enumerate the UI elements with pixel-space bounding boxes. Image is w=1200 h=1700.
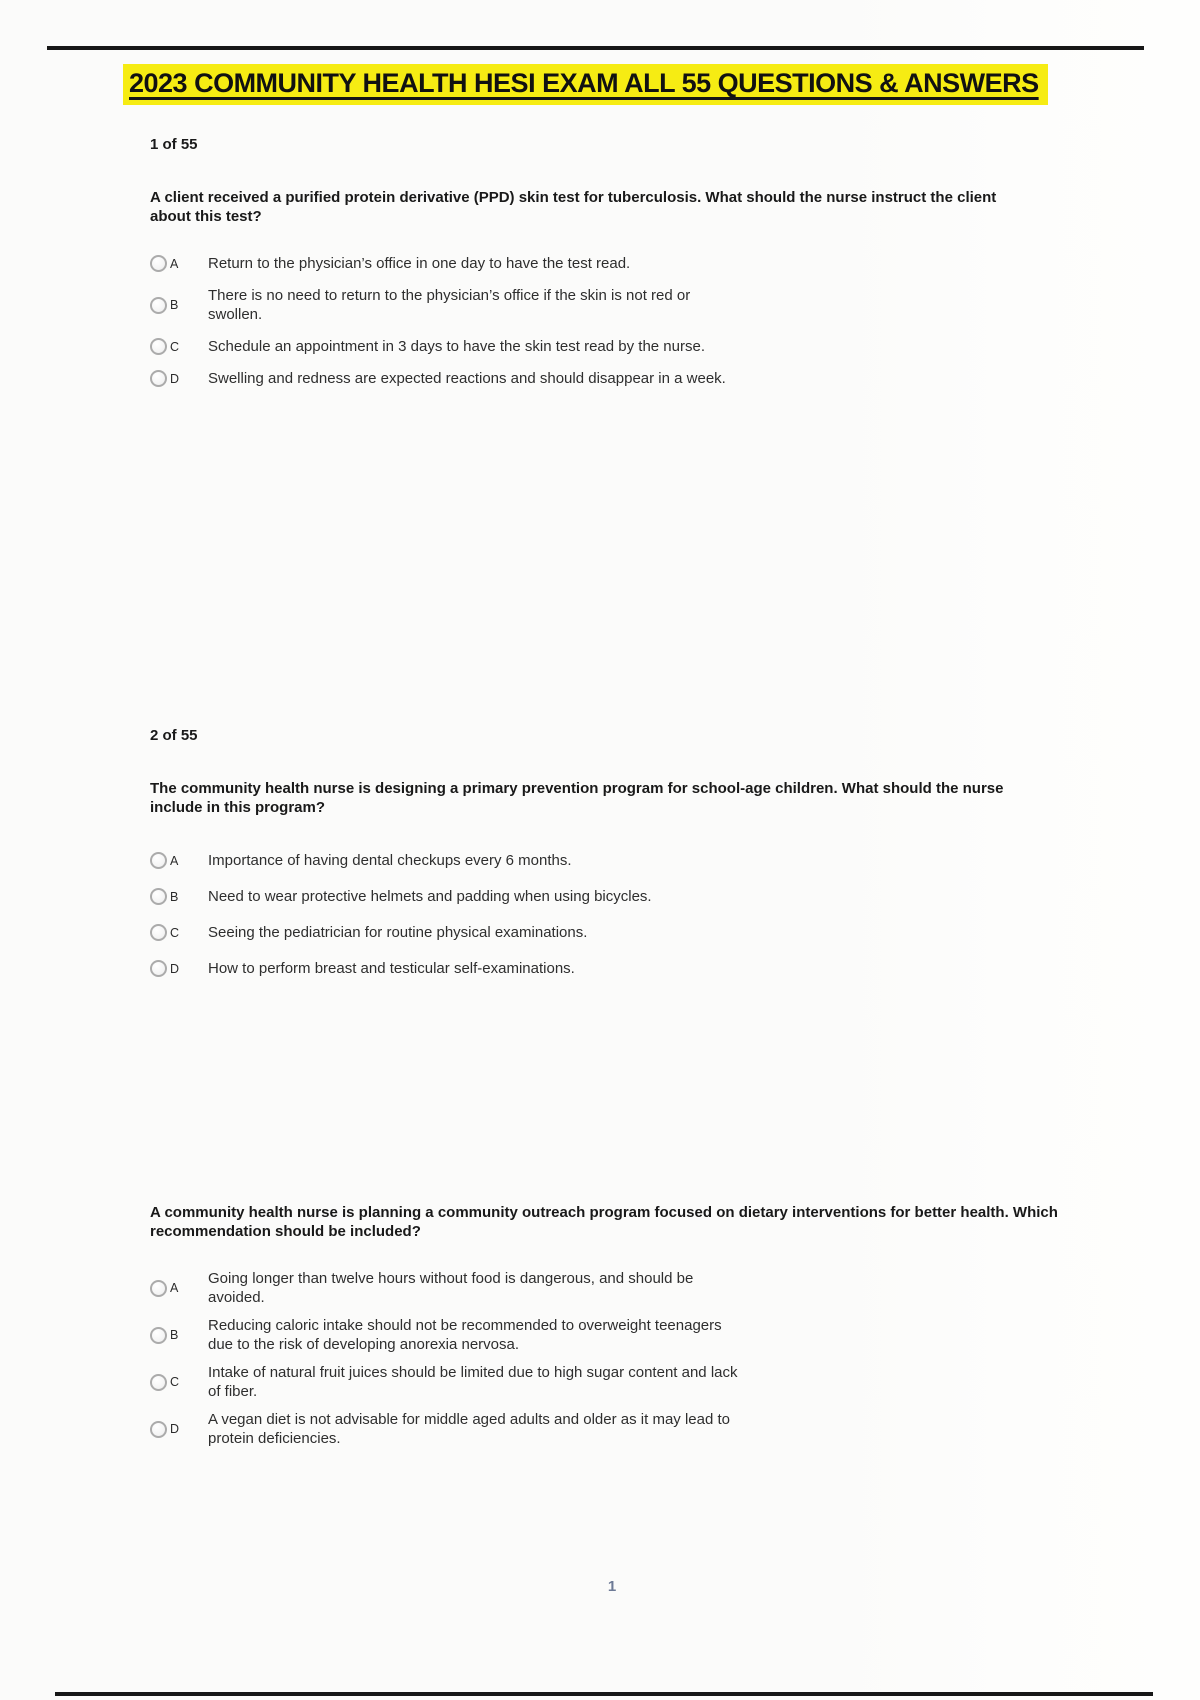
option-letter: A [170,256,179,271]
radio-button-icon[interactable] [150,924,167,941]
option-letter: A [170,1281,179,1295]
radio-button-icon[interactable] [150,1421,167,1438]
question-counter: 2 of 55 [150,727,198,744]
radio-button-icon[interactable] [150,338,167,355]
option-letter: C [170,339,180,354]
answer-option-c[interactable] [150,923,1110,942]
option-letter: D [170,1422,180,1436]
radio-button-icon[interactable] [150,370,167,387]
options-list [150,1269,1110,1448]
option-text: Intake of natural fruit juices should be limited due to high sugar content and lack of fiber. [208,1364,738,1400]
answer-option-b[interactable] [150,286,1110,324]
question-counter: 1 of 55 [150,136,198,153]
option-letter: A [170,853,179,868]
radio-button-icon[interactable] [150,960,167,977]
option-text: How to perform breast and testicular self-examinations. [208,960,575,977]
answer-option-b[interactable] [150,887,1110,906]
option-text: Schedule an appointment in 3 days to have the skin test read by the nurse. [208,338,705,355]
question-block-1 [150,135,1110,401]
options-list [150,851,1110,978]
page-title: 2023 COMMUNITY HEALTH HESI EXAM ALL 55 QUESTIONS & ANSWERS [123,64,1048,105]
radio-button-icon[interactable] [150,888,167,905]
option-letter: C [170,925,180,940]
answer-option-d[interactable] [150,1410,1110,1448]
option-text: There is no need to return to the physician’s office if the skin is not red or swollen. [208,287,691,323]
question-text: A client received a purified protein derivative (PPD) skin test for tuberculosis. What should the nurse instruct the client about this test? [150,189,997,225]
option-letter: B [170,889,179,904]
page-number: 1 [607,1578,617,1595]
options-list [150,254,1110,388]
question-text: The community health nurse is designing a primary prevention program for school-age children. What should the nurse include in this program? [150,780,1004,816]
option-text: Swelling and redness are expected reactions and should disappear in a week. [208,370,726,387]
bottom-rule [55,1692,1153,1696]
radio-button-icon[interactable] [150,1374,167,1391]
top-rule [47,46,1144,50]
option-text: Reducing caloric intake should not be recommended to overweight teenagers due to the risk of developing anorexia nervosa. [208,1317,722,1353]
option-letter: D [170,961,180,976]
question-block-2 [150,726,1110,995]
option-text: Need to wear protective helmets and padding when using bicycles. [208,888,652,905]
question-block-3 [150,1203,1110,1457]
option-text: A vegan diet is not advisable for middle aged adults and older as it may lead to protein deficiencies. [208,1411,730,1447]
radio-button-icon[interactable] [150,1280,167,1297]
answer-option-c[interactable] [150,1363,1110,1401]
answer-option-b[interactable] [150,1316,1110,1354]
answer-option-a[interactable] [150,1269,1110,1307]
answer-option-d[interactable] [150,369,1110,388]
option-letter: C [170,1375,180,1389]
answer-option-d[interactable] [150,959,1110,978]
radio-button-icon[interactable] [150,255,167,272]
radio-button-icon[interactable] [150,852,167,869]
answer-option-c[interactable] [150,337,1110,356]
question-text: A community health nurse is planning a community outreach program focused on dietary interventions for better health. Which recommendation should be included? [150,1204,1058,1240]
option-text: Importance of having dental checkups every 6 months. [208,852,572,869]
option-letter: D [170,371,180,386]
option-text: Seeing the pediatrician for routine physical examinations. [208,924,588,941]
answer-option-a[interactable] [150,851,1110,870]
option-letter: B [170,298,179,312]
radio-button-icon[interactable] [150,1327,167,1344]
answer-option-a[interactable] [150,254,1110,273]
option-text: Going longer than twelve hours without food is dangerous, and should be avoided. [208,1270,694,1306]
option-letter: B [170,1328,179,1342]
radio-button-icon[interactable] [150,297,167,314]
option-text: Return to the physician’s office in one day to have the test read. [208,255,631,272]
